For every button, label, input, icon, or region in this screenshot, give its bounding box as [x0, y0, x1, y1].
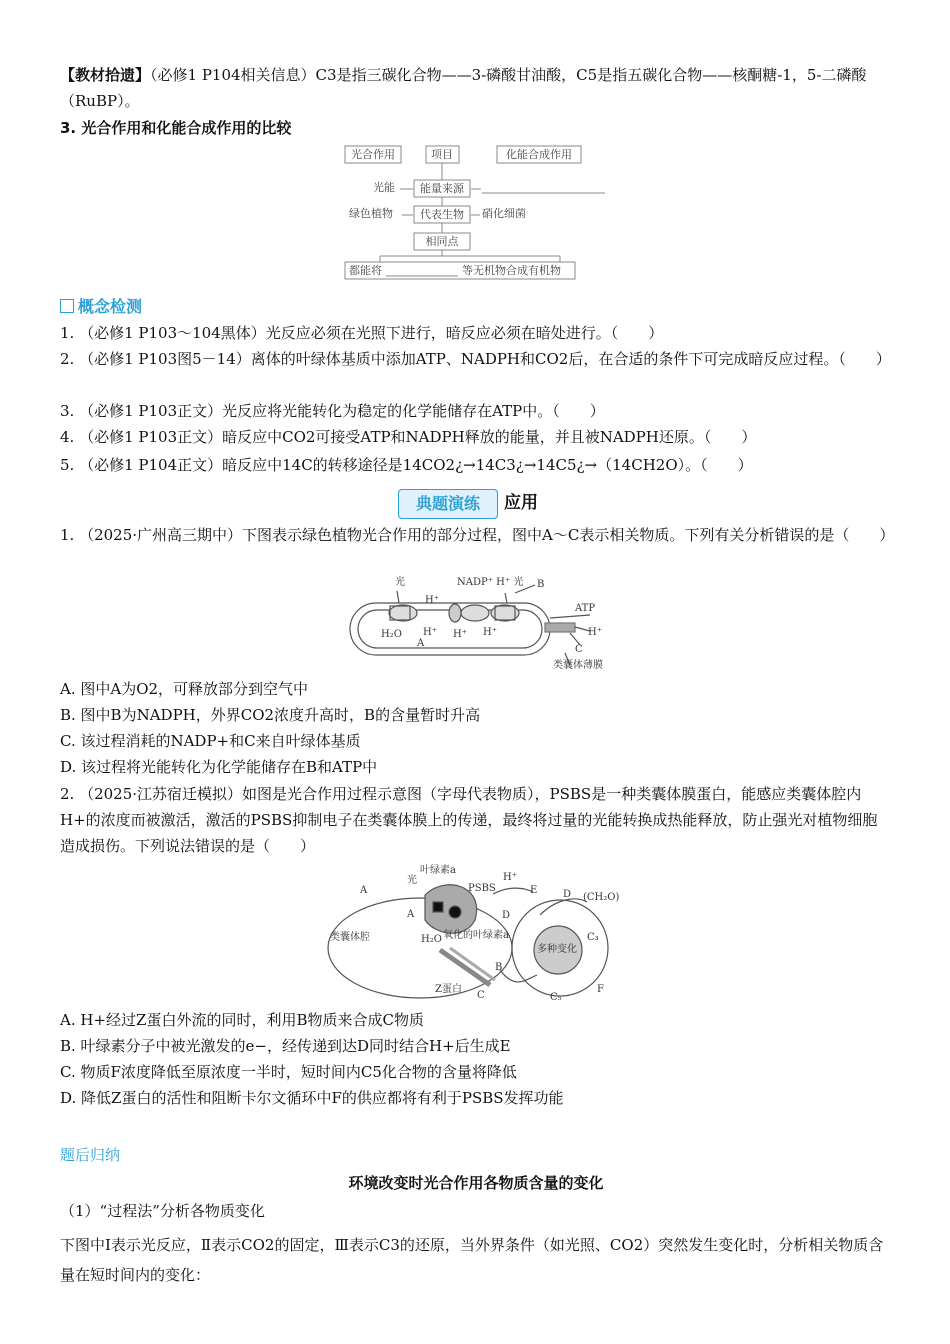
q2-d-label: D — [502, 910, 511, 921]
org-right: 硝化细菌 — [482, 207, 526, 220]
q2-option-d: D. 降低Z蛋白的活性和阻断卡尔文循环中F的供应都将有利于PSBS发挥功能 — [60, 1089, 564, 1107]
practice-badge — [398, 489, 550, 519]
summary-body: 下图中Ⅰ表示光反应，Ⅱ表示CO2的固定，Ⅲ表示C3的还原，当外界条件（如光照、CO2）突然发生变化时，分析相关物质含量在短时间内的变化： — [60, 1236, 884, 1284]
common-item: 相同点 — [425, 235, 459, 248]
concept-item-3: 3. （必修1 P103正文）光反应将光能转化为稳定的化学能储存在ATP中。（ ） — [60, 402, 605, 420]
q1-a-label: A — [417, 638, 425, 649]
q2-d-top-label: D — [563, 889, 572, 900]
q1-h2o-label: H₂O — [381, 629, 402, 640]
q1-stem: 1. （2025·广州高三期中）下图表示绿色植物光合作用的部分过程，图中A～C表示相关物质。下列有关分析错误的是（ ） — [60, 526, 895, 544]
bottom-right: 等无机物合成有机物 — [462, 264, 561, 277]
energy-left: 光能 — [373, 181, 395, 194]
col-item-label: 项目 — [431, 148, 453, 161]
concept-item-4: 4. （必修1 P103正文）暗反应中CO2可接受ATP和NADPH释放的能量，并且被NADPH还原。（ ） — [60, 428, 757, 446]
q1-h-label-1: H⁺ — [425, 595, 439, 606]
q2-option-a: A. H+经过Z蛋白外流的同时，利用B物质来合成C物质 — [60, 1011, 424, 1029]
q2-lumen-label: 类囊体腔 — [330, 932, 370, 943]
q2-ch2o-label: (CH₂O) — [583, 892, 620, 903]
q1-option-b: B. 图中B为NADPH，外界CO2浓度升高时，B的含量暂时升高 — [60, 706, 481, 724]
q1-h-label-3: H⁺ — [453, 629, 467, 640]
q2-a-top-label: A — [360, 885, 368, 896]
q2-b-label: B — [495, 962, 503, 973]
q1-atp-label: ATP — [575, 603, 596, 614]
summary-sub1: （1）“过程法”分析各物质变化 — [60, 1202, 265, 1220]
practice-badge-left: 典题演练 — [398, 489, 498, 519]
q2-a-label: A — [407, 909, 415, 920]
q2-e-label: E — [530, 885, 538, 896]
practice-badge-right: 应用 — [504, 493, 538, 513]
q2-option-c: C. 物质F浓度降低至原浓度一半时，短时间内C5化合物的含量将降低 — [60, 1063, 517, 1081]
q1-nadp-label: NADP⁺ H⁺ 光 — [457, 577, 524, 588]
summary-label: 题后归纳 — [60, 1146, 121, 1164]
q1-option-a: A. 图中A为O2，可释放部分到空气中 — [60, 680, 309, 698]
q2-c3-label: C₃ — [587, 932, 599, 943]
q2-multi-label: 多种变化 — [537, 944, 577, 955]
q2-h2o-label: H₂O — [421, 934, 442, 945]
q2-light-label: 光 — [407, 875, 417, 886]
bottom-left: 都能将 — [349, 264, 382, 277]
checkbox-square-icon — [60, 299, 74, 313]
q2-oxidized-label: 氧化的叶绿素a — [443, 930, 509, 941]
summary-title: 环境改变时光合作用各物质含量的变化 — [348, 1174, 604, 1192]
q1-option-d: D. 该过程将光能转化为化学能储存在B和ATP中 — [60, 758, 378, 776]
q1-c-label: C — [575, 644, 583, 655]
q2-option-b: B. 叶绿素分子中被光激发的e−，经传递到达D同时结合H+后生成E — [60, 1037, 511, 1055]
concept-item-5: 5. （必修1 P104正文）暗反应中14C的转移途径是14CO2¿→14C3¿→14C5¿→（14CH2O）。（ ） — [60, 456, 753, 474]
q2-c5-label: C₅ — [550, 992, 562, 1003]
org-left: 绿色植物 — [349, 207, 393, 220]
concept-check-title: 概念检测 — [60, 294, 892, 320]
q2-photosynthesis-figure — [325, 860, 635, 1004]
energy-item: 能量来源 — [420, 182, 464, 195]
org-item: 代表生物 — [420, 208, 464, 221]
q1-thylakoid-figure — [345, 573, 605, 671]
q1-option-c: C. 该过程消耗的NADP+和C来自叶绿体基质 — [60, 732, 361, 750]
concept-item-2: 2. （必修1 P103图5－14）离体的叶绿体基质中添加ATP、NADPH和CO2后，在合适的条件下可完成暗反应过程。（ ） — [60, 350, 891, 368]
q2-c-label: C — [477, 990, 485, 1001]
q1-h-label-5: H⁺ — [588, 627, 602, 638]
col-photo-label: 光合作用 — [351, 148, 395, 161]
q1-b-label: B — [537, 579, 545, 590]
q2-z-label: Z蛋白 — [435, 984, 462, 995]
q1-light-label: 光 — [395, 577, 405, 588]
q1-membrane-label: 类囊体薄膜 — [553, 660, 603, 671]
q2-stem: 2. （2025·江苏宿迁模拟）如图是光合作用过程示意图（字母代表物质），PSBS是一种类囊体膜蛋白，能感应类囊体腔内H+的浓度而被激活，激活的PSBS抑制电子在类囊体膜上的传递，最终将过量的光能转换成热能释放，防止强光对植物细胞造成损伤。下列说法错误的是（ ） — [60, 785, 878, 855]
q2-f-label: F — [597, 984, 604, 995]
textbook-note-text: （必修1 P104相关信息）C3是指三碳化合物——3-磷酸甘油酸，C5是指五碳化合物——核酮糖-1，5-二磷酸（RuBP）。 — [60, 66, 867, 110]
comparison-diagram — [340, 143, 620, 283]
textbook-note — [60, 62, 892, 114]
q1-h-label-4: H⁺ — [483, 627, 497, 638]
textbook-note-tag: 【教材拾遗】 — [60, 66, 151, 84]
section3-title: 3. 光合作用和化能合成作用的比较 — [60, 119, 292, 137]
concept-item-1: 1. （必修1 P103～104黑体）光反应必须在光照下进行，暗反应必须在暗处进行。（ ） — [60, 324, 664, 342]
q1-h-label-2: H⁺ — [423, 627, 437, 638]
q2-psbs-label: PSBS — [468, 883, 496, 894]
col-chemo-label: 化能合成作用 — [506, 148, 572, 161]
q2-h-label: H⁺ — [503, 872, 517, 883]
q2-chl-label: 叶绿素a — [420, 865, 456, 876]
